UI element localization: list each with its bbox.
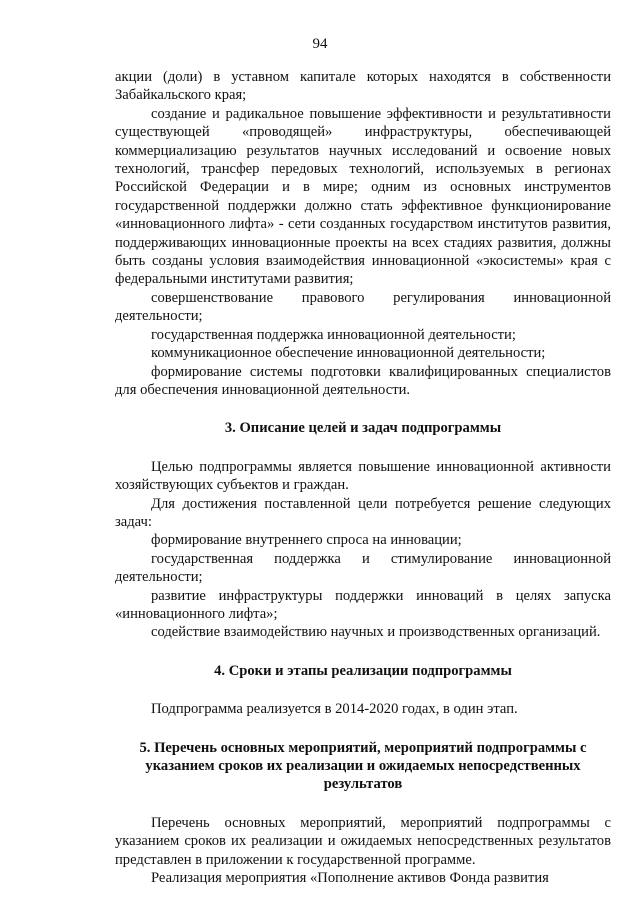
paragraph-goal: Целью подпрограммы является повышение инновационной активности хозяйствующих субъектов и граждан. [115,458,611,494]
section-5-heading: 5. Перечень основных мероприятий, мероприятий подпрограммы с указанием сроков их реализации и ожидаемых непосредственных результатов [139,739,587,793]
paragraph-infrastructure: создание и радикальное повышение эффективности и результативности существующей «проводящей» инфраструктуры, обеспечивающей коммерциализацию результатов научных исследований и освоение новых технологий, трансфер передовых технологий, используемых в регионах Российской Федерации и в мире; одним из основных инструментов государственной поддержки должно стать эффективное функционирование «инновационного лифта» - сети созданных государством институтов развития, поддерживающих инновационные проекты на всех стадиях развития, должны быть созданы условия взаимодействия инновационной «экосистемы» края с федеральными институтами развития; [115,105,611,288]
paragraph-timeline: Подпрограмма реализуется в 2014-2020 годах, в один этап. [151,701,518,718]
section-4-heading: 4. Сроки и этапы реализации подпрограммы [214,662,512,679]
list-item-task-cooperation: содействие взаимодействию научных и производственных организаций. [151,624,601,641]
paragraph-regulation: совершенствование правового регулирования инновационной деятельности; [115,289,611,325]
list-item-task-demand: формирование внутреннего спроса на инновации; [151,532,462,549]
list-item-task-support: государственная поддержка и стимулирование инновационной деятельности; [115,550,611,586]
paragraph-fund-activity: Реализация мероприятия «Пополнение активов Фонда развития [151,870,549,887]
paragraph-communication: коммуникационное обеспечение инновационной деятельности; [151,345,546,362]
section-3-body [115,458,611,642]
paragraph-state-support: государственная поддержка инновационной деятельности; [151,326,516,343]
section-3-heading: 3. Описание целей и задач подпрограммы [224,420,502,437]
document-body [115,68,611,887]
list-item-task-infrastructure: развитие инфраструктуры поддержки инноваций в целях запуска «инновационного лифта»; [115,587,611,622]
paragraph-tasks-intro: Для достижения поставленной цели потребуется решение следующих задач: [115,495,611,530]
paragraph-continuation: акции (доли) в уставном капитале которых находятся в собственности Забайкальского края; [115,69,611,104]
section-5-body [115,814,611,888]
paragraph-activities-list: Перечень основных мероприятий, мероприятий подпрограммы с указанием сроков их реализации и ожидаемых непосредственных результатов представлен в приложении к государственной программе. [115,814,611,868]
paragraph-training: формирование системы подготовки квалифицированных специалистов для обеспечения инновационной деятельности. [115,363,611,398]
section-4-body [115,700,611,718]
page-number: 94 [312,36,328,52]
